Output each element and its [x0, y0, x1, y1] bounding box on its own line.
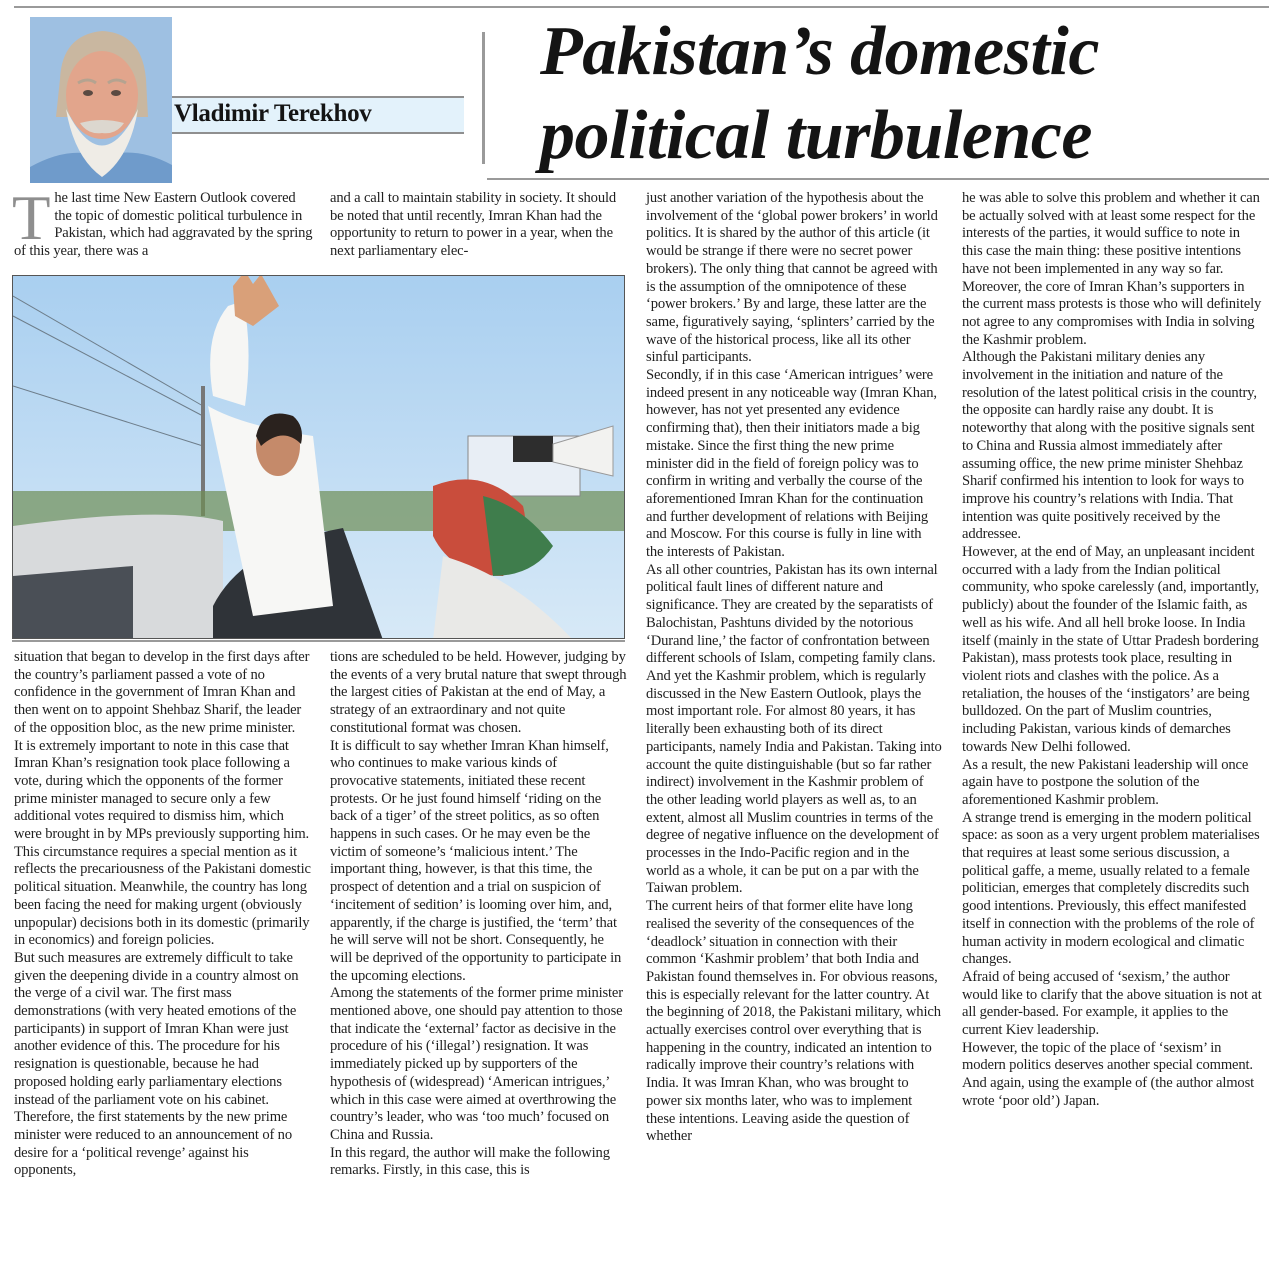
paragraph: he was able to solve this problem and whether it can be actually solved with at least some respect for the interests of the parties, it would suffice to note in this case the main thing: these positive intentions have not been implemented in any way so far. Moreover, the core of Imran Khan’s supporters in the current mass protests is those who will definitely not agree to any compromises with India in solving the Kashmir problem. [962, 190, 1262, 348]
paragraph: Afraid of being accused of ‘sexism,’ the author would like to clarify that the above situation is not at all gender-based. For example, it applies to the current Kiev leadership. [962, 968, 1262, 1039]
paragraph: And yet the Kashmir problem, which is regularly discussed in the New Eastern Outlook, plays the most important role. For almost 80 years, it has literally been exhausting both of its direct participants, namely India and Pakistan. Taking into account the quite distinguishable (but so far rather indirect) involvement in the Kashmir problem of the other leading world players as well as, to an extent, almost all Muslim countries in terms of the degree of negative influence on the development of processes in the Indo-Pacific region and in the world as a whole, it can be put on a par with the Taiwan problem. [646, 667, 942, 897]
paragraph: But such measures are extremely difficult to take given the deepening divide in a country almost on the verge of a civil war. The first mass demonstrations (with very heated emotions of the participants) in support of Imran Khan were just another evidence of this. The procedure for his resignation is questionable, because he had proposed holding early parliamentary elections instead of the parliament vote on his cabinet. Therefore, the first statements by the new prime minister were reduced to an announcement of no desire for a ‘political revenge’ against his opponents, [14, 949, 299, 1179]
paragraph: situation that began to develop in the first days after the country’s parliament passed a vote of no confidence in the government of Imran Khan and then went on to appoint Shehbaz Sharif, the leader of the opposition bloc, as the new prime minister. [14, 649, 310, 736]
paragraph: The current heirs of that former elite have long realised the severity of the consequences of the ‘deadlock’ situation in connection with their common ‘Kashmir problem’ that both India and Pakistan found themselves in. For obvious reasons, this is especially relevant for the latter country. At the beginning of 2018, the Pakistani military, which actually exercises control over everything that is happening in the country, indicated an intention to radically improve their country’s relations with India. It was Imran Khan, who was brought to power six months later, who was to implement these intentions. Leaving aside the question of whether [646, 898, 941, 1145]
article-photo [12, 275, 625, 639]
paragraph: However, the topic of the place of ‘sexism’ in modern politics deserves another special comment. And again, using the example of (the author almost wrote ‘poor old’) Japan. [962, 1039, 1254, 1109]
column-1-bottom [14, 649, 314, 1180]
intro-text: he last time New Eastern Outlook covered the topic of domestic political turbulence in Pakistan, which had aggravated by the spring of this year, there was a [14, 190, 313, 260]
paragraph: However, at the end of May, an unpleasant incident occurred with a lady from the Indian political community, who spoke carelessly (and, importantly, publicly) about the founder of the Islamic faith, as well as his wife. And all hell broke loose. In India itself (mainly in the state of Uttar Pradesh bordering Pakistan), mass protests took place, resulting in violent riots and clashes with the police. As a retaliation, the houses of the ‘instigators’ are being bulldozed. On the part of Muslim countries, including Pakistan, various kinds of demarches towards New Delhi followed. [962, 544, 1260, 755]
header-divider [482, 32, 485, 164]
headline-line-1: Pakistan’s domestic [540, 13, 1099, 90]
headline [540, 10, 1260, 178]
column-1-top [12, 183, 314, 261]
column-2-bottom [330, 649, 627, 1180]
column-4 [962, 190, 1262, 1111]
paragraph: A strange trend is emerging in the modern political space: as soon as a very urgent problem materialises that requires at least some serious discussion, a political gaffe, a meme, usually related to a female politician, emerges that completely discredits such good intentions. Previously, this effect manifested itself in connection with the problems of the role of human activity in modern ecological and climatic changes. [962, 809, 1260, 968]
paragraph: and a call to maintain stability in society. It should be noted that until recently, Imran Khan had the opportunity to return to power in a year, when the next parliamentary elec- [330, 190, 617, 260]
paragraph: Secondly, if in this case ‘American intrigues’ were indeed present in any noticeable way (Imran Khan, however, has not yet presented any evidence confirming that), then their initiators made a big mistake. Since the first thing the new prime minister did in the field of foreign policy was to confirm in writing and verbally the course of the aforementioned Imran Khan for the continuation and further development of relations with Beijing and Moscow. For this course is fully in line with the interests of Pakistan. [646, 367, 937, 561]
paragraph: In this regard, the author will make the following remarks. Firstly, in this case, this is [330, 1144, 610, 1179]
column-2-top [330, 190, 625, 261]
paragraph: just another variation of the hypothesis about the involvement of the ‘global power brokers’ in world politics. It is shared by the author of this article (it would be strange if there were no secret power brokers). The only thing that cannot be agreed with is the assumption of the omnipotence of these ‘power brokers.’ By and large, these latter are the same, figuratively saying, ‘splinters’ carried by the wave of the historical process, like all its other sinful participants. [646, 190, 938, 366]
paragraph: tions are scheduled to be held. However, judging by the events of a very brutal nature that swept through the largest cities of Pakistan at the end of May, a strategy of an extraordinary and not quite constitutional format was chosen. [330, 649, 627, 736]
paragraph: As a result, the new Pakistani leadership will once again have to postpone the solution of the aforementioned Kashmir problem. [962, 756, 1249, 808]
paragraph: It is extremely important to note in this case that Imran Khan’s resignation took place following a vote, during which the opponents of the former prime minister managed to secure only a few additional votes required to dismiss him, which were brought in by MPs previously supporting him. This circumstance requires a special mention as it reflects the precariousness of the Pakistani domestic political situation. Meanwhile, the country has long been facing the need for making urgent (obviously unpopular) decisions both in its domestic (primarily in economics) and foreign policies. [14, 737, 311, 949]
paragraph: As all other countries, Pakistan has its own internal political fault lines of different nature and significance. They are created by the separatists of Balochistan, Pashtuns divided by the notorious ‘Durand line,’ the factor of confrontation between different schools of Islam, competing family clans. [646, 561, 938, 667]
author-byline [172, 96, 464, 134]
paragraph: Among the statements of the former prime minister mentioned above, one should pay attention to those that indicate the ‘external’ factor as decisive in the procedure of his (‘illegal’) resignation. It was immediately picked up by supporters of the hypothesis of (widespread) ‘American intrigues,’ which in this case were aimed at overthrowing the country’s leader, who was ‘too much’ focused on China and Russia. [330, 985, 623, 1143]
headline-line-2: political turbulence [540, 97, 1092, 174]
headline-rule [487, 178, 1269, 180]
top-rule [14, 6, 1269, 8]
paragraph: Although the Pakistani military denies any involvement in the initiation and nature of the resolution of the latest political crisis in the country, the opposite can hardly raise any doubt. It is noteworthy that along with the positive signals sent to China and Russia almost immediately after assuming office, the new prime minister Shehbaz Sharif confirmed his intention to look for ways to improve his country’s relations with India. That intention was quite positively received by the addressee. [962, 349, 1257, 543]
column-3 [646, 190, 942, 1146]
rally-photo-illustration [13, 276, 625, 639]
author-name: Vladimir Terekhov [174, 100, 372, 127]
paragraph: It is difficult to say whether Imran Khan himself, who continues to make various kinds of provocative statements, initiated these recent protests. Or he just found himself ‘riding on the back of a tiger’ of the street politics, as so often happens in such cases. Or he may even be the victim of someone’s ‘malicious intent.’ The important thing, however, is that this time, the prospect of detention and a trial on suspicion of ‘incitement of sedition’ is looming over him, and, apparently, if the charge is justified, the ‘term’ that he will serve will not be short. Consequently, he will be deprived of the opportunity to participate in the upcoming elections. [330, 737, 622, 984]
drop-cap: T [12, 183, 51, 253]
intro-paragraph [12, 183, 314, 261]
photo-rule [12, 640, 625, 642]
author-portrait-image [30, 17, 172, 183]
author-portrait [30, 17, 172, 183]
